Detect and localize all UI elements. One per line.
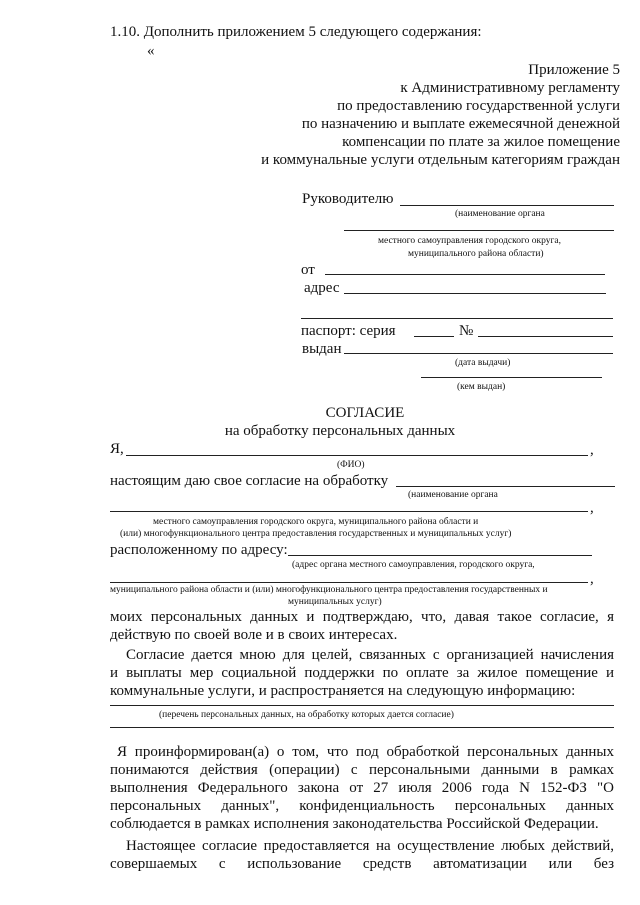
hint-address: муниципального района области и (или) многофункционального центра предоставления государственных и [110,585,548,595]
paragraph-line: совершаемых с использование средств автоматизации или без [110,856,614,872]
paragraph-line: Согласие дается мною для целей, связанных с организацией начисления [126,647,614,663]
to-label: Руководителю [302,191,394,207]
paragraph-line: соблюдается в рамках исполнения законодательства Российской Федерации. [110,816,599,832]
paragraph-line: выполнения Федерального закона от 27 июля 2006 года N 152-ФЗ "О [110,780,614,796]
organ-field-line[interactable] [344,230,614,231]
paragraph-line: Я проинформирован(а) о том, что под обработкой персональных данных [117,744,614,760]
appendix-line: компенсации по плате за жилое помещение [342,134,620,150]
paragraph-line: понимаются действия (операции) с персональными данными в рамках [110,762,614,778]
document-subtitle: на обработку персональных данных [224,423,456,439]
pd-list-line-2[interactable] [110,727,614,728]
appendix-line: и коммунальные услуги отдельным категориям граждан [261,152,620,168]
address-label: адрес [304,280,340,296]
comma: , [590,500,594,516]
organ-address-line-2[interactable] [110,582,588,583]
organ-consent-line-2[interactable] [110,511,588,512]
open-quote: « [147,43,155,59]
appendix-line: к Административному регламенту [400,80,620,96]
hint-local-gov: местного самоуправления городского округа, [378,236,562,246]
paragraph-line: действую по своей воле и в своих интересах. [110,627,398,643]
comma: , [590,442,594,458]
hint-address: муниципальных услуг) [288,597,382,607]
hint-pd-list: (перечень персональных данных, на обработку которых дается согласие) [159,710,454,720]
hint-address: (адрес органа местного самоуправления, городского округа, [292,560,535,570]
issued-field-line[interactable] [344,353,613,354]
organ-address-line[interactable] [288,555,592,556]
passport-label: паспорт: серия [301,323,396,339]
hint-organ: (или) многофункционального центра предоставления государственных и муниципальных услуг) [120,529,512,539]
comma: , [590,571,594,587]
appendix-line: по предоставлению государственной услуги [337,98,620,114]
issued-label: выдан [302,341,342,357]
hint-organ: (наименование органа [408,490,498,500]
i-label: Я, [110,441,124,457]
give-consent-text: настоящим даю свое согласие на обработку [110,473,389,489]
hint-organ: (наименование органа [455,209,545,219]
passport-number-line[interactable] [478,336,613,337]
paragraph-line: персональных данных", конфиденциальность персональных данных [110,798,614,814]
paragraph-line: и выплаты мер социальной поддержки по оплате за жилое помещение и [110,665,614,681]
from-label: от [301,262,315,278]
address-field-line[interactable] [344,293,606,294]
issued-by-line[interactable] [421,377,602,378]
item-heading: 1.10. Дополнить приложением 5 следующего содержания: [110,24,482,40]
hint-local-gov: муниципального района области) [408,249,544,259]
appendix-title: Приложение 5 [528,62,620,78]
paragraph-line: Настоящее согласие предоставляется на осуществление любых действий, [126,838,614,854]
paragraph-line: моих персональных данных и подтверждаю, что, давая такое согласие, я [110,609,614,625]
hint-fio: (ФИО) [337,460,365,470]
pd-list-line[interactable] [110,705,614,706]
fio-field-line[interactable] [126,455,588,456]
hint-issue-date: (дата выдачи) [455,358,511,368]
hint-issued-by: (кем выдан) [457,382,506,392]
passport-series-line[interactable] [414,336,454,337]
address-field-line-2[interactable] [301,318,613,319]
organ-consent-line[interactable] [396,486,615,487]
hint-organ: местного самоуправления городского округа, муниципального района области и [153,517,479,527]
appendix-line: по назначению и выплате ежемесячной денежной [301,116,620,132]
to-field-line[interactable] [400,205,614,206]
located-at-label: расположенному по адресу: [110,542,288,558]
number-label: № [459,323,474,339]
from-field-line[interactable] [325,274,605,275]
paragraph-line: коммунальные услуги, и распространяется на следующую информацию: [110,683,576,699]
document-title: СОГЛАСИЕ [325,405,405,421]
